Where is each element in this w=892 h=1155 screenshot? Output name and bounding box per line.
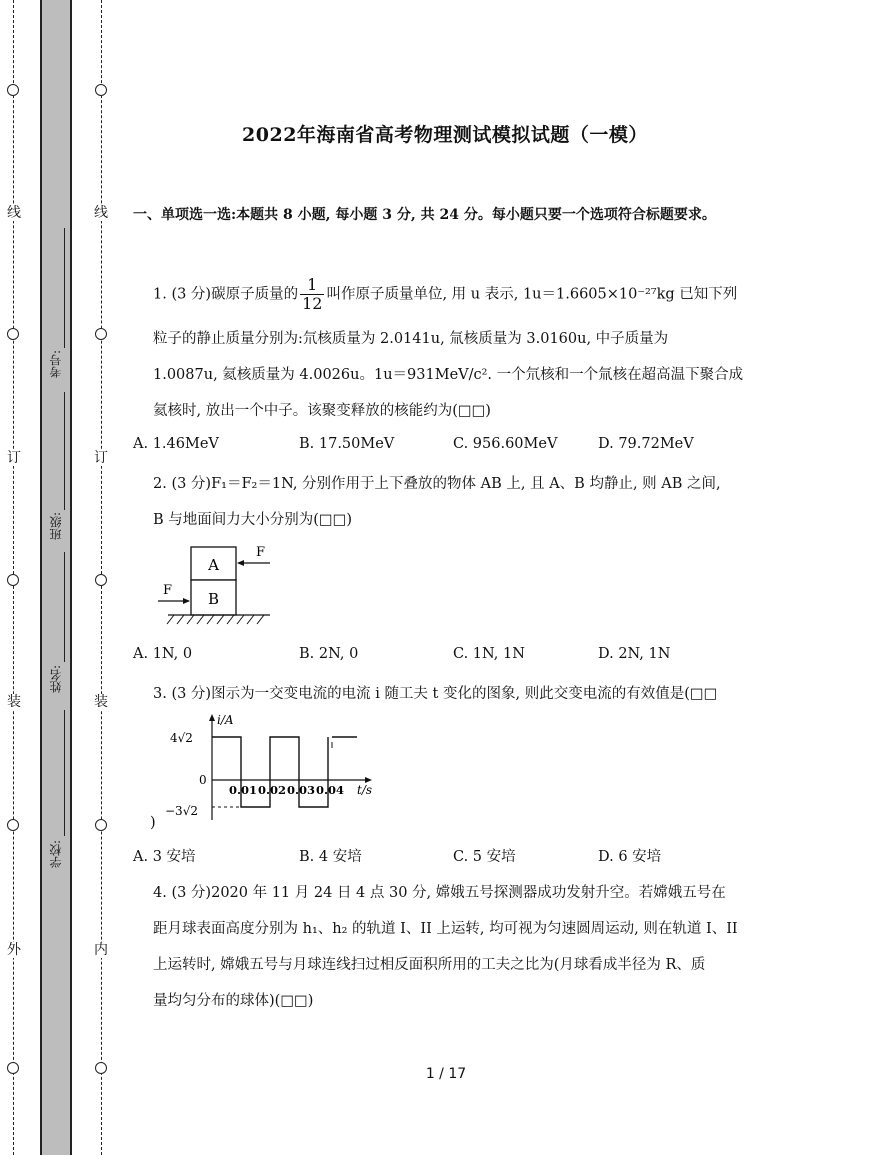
q3-option-b: B. 4 安培 [299, 849, 362, 865]
page-title: 2022年海南省高考物理测试模拟试题（一模） [242, 124, 648, 146]
field-label-exam-number: 考号: [49, 350, 63, 379]
field-label-name: 姓名: [49, 665, 63, 694]
x-tick-label: 0.03 [287, 783, 316, 797]
fraction-numerator: 1 [300, 276, 324, 295]
q3-option-a: A. 3 安培 [133, 849, 196, 865]
arrowhead [183, 598, 190, 604]
question-3-closing-paren: ) [150, 815, 156, 831]
binding-hole [95, 328, 107, 340]
field-label-school: 学校: [49, 840, 63, 869]
section-heading: 一、单项选一选:本题共 8 小题, 每小题 3 分, 共 24 分。每小题只要一个选项符合标题要求。 [133, 207, 716, 223]
q1-option-c: C. 956.60MeV [453, 436, 558, 452]
margin-char: 线 [7, 205, 21, 221]
arrowhead [209, 714, 215, 721]
q2-option-a: A. 1N, 0 [133, 646, 193, 662]
q1-option-b: B. 17.50MeV [299, 436, 395, 452]
question-4-line-1: 4. (3 分)2020 年 11 月 24 日 4 点 30 分, 嫦娥五号探测器成功发射升空。若嫦娥五号在 [153, 885, 726, 901]
question-1-line-2: 粒子的静止质量分别为:氘核质量为 2.0141u, 氚核质量为 3.0160u, 中子质量为 [153, 331, 669, 347]
field-label-class: 班级: [49, 512, 63, 541]
negative-amplitude-label: −3√2 [165, 804, 198, 818]
q2-option-d: D. 2N, 1N [598, 646, 671, 662]
field-line [64, 710, 65, 836]
arrowhead [237, 560, 244, 566]
margin-char: 内 [94, 942, 108, 958]
fraction-denominator: 12 [302, 294, 323, 313]
question-1-line-3: 1.0087u, 氦核质量为 4.0026u。1u＝931MeV/c². 一个氘核和一个氚核在超高温下聚合成 [153, 367, 744, 383]
block-a-label: A [208, 556, 219, 574]
binding-hole [95, 84, 107, 96]
ac-current-graph [165, 712, 385, 822]
x-tick-label: 0.01 [229, 783, 258, 797]
page-number: 1 / 17 [425, 1066, 467, 1082]
question-3-line-1: 3. (3 分)图示为一交变电流的电流 i 随工夫 t 变化的图象, 则此交变电流的有效值是(□□ [153, 686, 718, 702]
question-4-line-3: 上运转时, 嫦娥五号与月球连线扫过相反面积所用的工夫之比为(月球看成半径为 R、质 [153, 957, 706, 973]
q1-option-d: D. 79.72MeV [598, 436, 694, 452]
margin-char: 外 [7, 942, 21, 958]
x-tick-label: 0.02 [258, 783, 287, 797]
q1-option-a: A. 1.46MeV [133, 436, 219, 452]
q2-option-c: C. 1N, 1N [453, 646, 525, 662]
q3-option-c: C. 5 安培 [453, 849, 516, 865]
origin-label: 0 [199, 773, 207, 787]
binding-hole [7, 328, 19, 340]
x-axis-label: t/s [357, 783, 373, 797]
binding-hole [7, 819, 19, 831]
margin-char: 装 [7, 694, 21, 710]
force-label-top: F [256, 545, 266, 560]
question-2-line-2: B 与地面间力大小分别为(□□) [153, 512, 352, 528]
question-1-line-4: 氦核时, 放出一个中子。该聚变释放的核能约为(□□) [153, 403, 491, 419]
q3-option-d: D. 6 安培 [598, 849, 662, 865]
block-b-label: B [207, 590, 220, 608]
field-line [64, 228, 65, 348]
margin-char: 线 [94, 205, 108, 221]
q2-option-b: B. 2N, 0 [299, 646, 359, 662]
margin-char: 装 [94, 694, 108, 710]
question-1-suffix: 叫作原子质量单位, 用 u 表示, 1u＝1.6605×10⁻²⁷kg 已知下列 [326, 286, 738, 303]
fraction [300, 276, 324, 313]
stacked-blocks-figure [158, 540, 278, 630]
binding-hole [95, 574, 107, 586]
margin-char: 订 [94, 450, 108, 466]
positive-amplitude-label: 4√2 [170, 731, 193, 745]
question-4-line-2: 距月球表面高度分别为 h₁、h₂ 的轨道 I、II 上运转, 均可视为匀速圆周运动, 则在轨道 I、II [153, 921, 738, 937]
x-tick-label: 0.04 [316, 783, 345, 797]
y-axis-label: i/A [217, 713, 234, 727]
binding-hole [95, 819, 107, 831]
field-line [64, 392, 65, 510]
margin-char: 订 [7, 450, 21, 466]
question-1-prefix: 1. (3 分)碳原子质量的 [153, 286, 299, 303]
ground-hatching [167, 615, 264, 624]
question-1-line-1 [153, 276, 737, 313]
force-label-bottom: F [163, 583, 173, 598]
binding-hole [7, 574, 19, 586]
field-line [64, 552, 65, 662]
question-2-line-1: 2. (3 分)F₁＝F₂＝1N, 分别作用于上下叠放的物体 AB 上, 且 A、B 均静止, 则 AB 之间, [153, 476, 721, 492]
binding-strip [40, 0, 72, 1155]
binding-hole [7, 84, 19, 96]
question-4-line-4: 量均匀分布的球体)(□□) [153, 993, 314, 1009]
